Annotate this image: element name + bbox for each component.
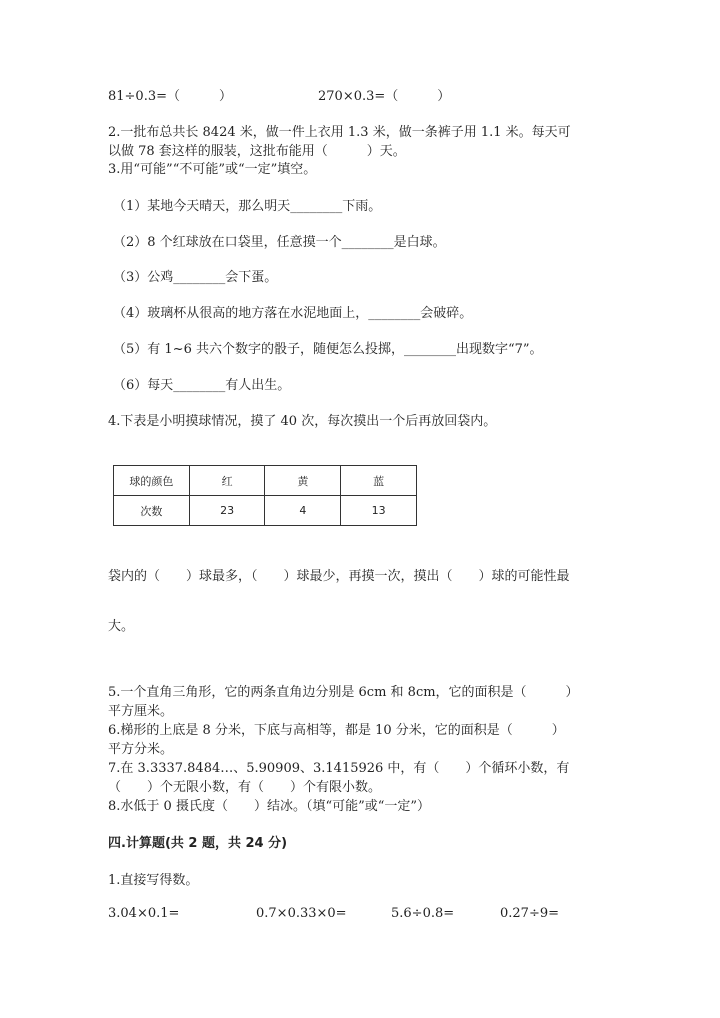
q3-item-3: （3）公鸡________会下蛋。: [113, 270, 278, 285]
table-cell: 球的颜色: [114, 466, 190, 496]
table-cell: 蓝: [341, 466, 417, 496]
table-cell: 23: [189, 496, 265, 526]
calc-expr-1: 3.04×0.1=: [108, 906, 180, 921]
q6-line2: 平方分米。: [108, 742, 174, 757]
table-cell: 4: [265, 496, 341, 526]
q3-item-5: （5）有 1~6 共六个数字的骰子，随便怎么投掷，________出现数字“7”。: [113, 342, 543, 357]
q3-item-6: （6）每天________有人出生。: [113, 378, 291, 393]
q2-line2: 以做 78 套这样的服装，这批布能用（ ）天。: [108, 144, 406, 159]
expr-81-div: 81÷0.3=（ ）: [108, 89, 233, 104]
q2-line1: 2.一批布总共长 8424 米，做一件上衣用 1.3 米，做一条裤子用 1.1 米。每天可: [108, 125, 571, 140]
calc-expr-4: 0.27÷9=: [500, 906, 560, 921]
table-header-row: [114, 466, 417, 496]
calc-expr-2: 0.7×0.33×0=: [256, 906, 347, 921]
q4-title: 4.下表是小明摸球情况，摸了 40 次，每次摸出一个后再放回袋内。: [108, 414, 497, 429]
q8-line1: 8.水低于 0 摄氏度（ ）结冰。（填“可能”或“一定”）: [108, 799, 431, 814]
q5-line1: 5.一个直角三角形，它的两条直角边分别是 6cm 和 8cm，它的面积是（ ）: [108, 685, 579, 700]
table-cell: 黄: [265, 466, 341, 496]
q4-line1: 袋内的（ ）球最多，（ ）球最少，再摸一次，摸出（ ）球的可能性最: [108, 569, 570, 584]
table-cell: 次数: [114, 496, 190, 526]
table-cell: 13: [341, 496, 417, 526]
q3-item-1: （1）某地今天晴天，那么明天________下雨。: [113, 199, 382, 214]
q7-line2: （ ）个无限小数，有（ ）个有限小数。: [108, 780, 382, 795]
table-cell: 红: [189, 466, 265, 496]
section-4-title: 四.计算题(共 2 题，共 24 分): [108, 836, 288, 851]
q3-item-2: （2）8 个红球放在口袋里，任意摸一个________是白球。: [113, 235, 446, 250]
calc-q1-title: 1.直接写得数。: [108, 873, 199, 888]
ball-count-table: [113, 465, 417, 526]
table-row: [114, 496, 417, 526]
calc-expr-3: 5.6÷0.8=: [391, 906, 455, 921]
q7-line1: 7.在 3.3337.8484…、5.90909、3.1415926 中，有（ ）个循环小数，有: [108, 761, 570, 776]
q5-line2: 平方厘米。: [108, 704, 174, 719]
expr-270-mul: 270×0.3=（ ）: [318, 89, 451, 104]
q4-line2: 大。: [108, 619, 135, 634]
q3-title: 3.用“可能”“不可能”或“一定”填空。: [108, 162, 317, 177]
q6-line1: 6.梯形的上底是 8 分米，下底与高相等，都是 10 分米，它的面积是（ ）: [108, 723, 565, 738]
q3-item-4: （4）玻璃杯从很高的地方落在水泥地面上，________会破碎。: [113, 306, 473, 321]
